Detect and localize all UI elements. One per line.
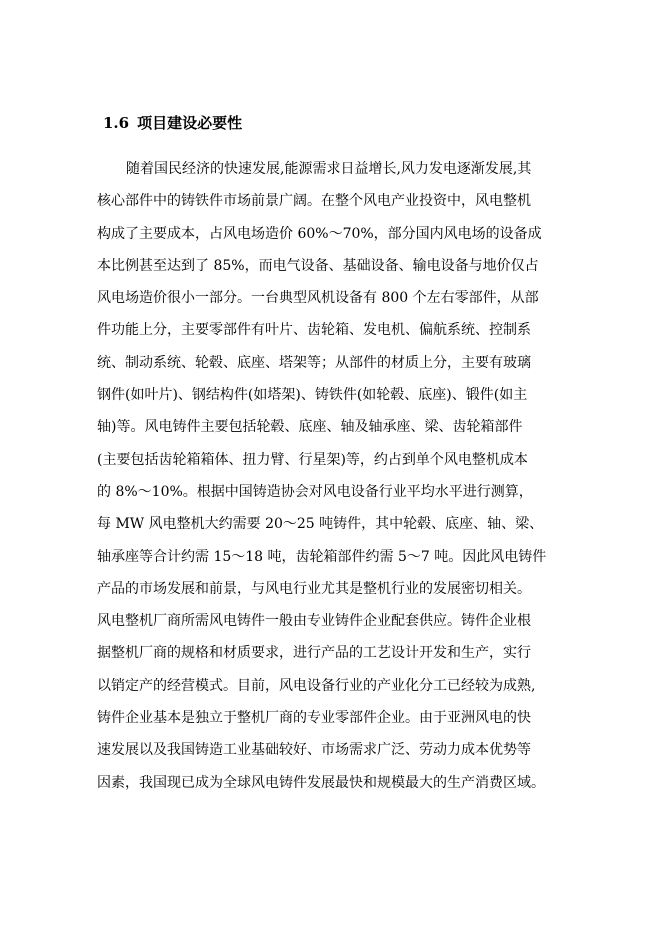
paragraph-line: 据整机厂商的规格和材质要求，进行产品的工艺设计开发和生产，实行 bbox=[97, 645, 531, 662]
paragraph-line: 的 8%～10%。根据中国铸造协会对风电设备行业平均水平进行测算， bbox=[97, 483, 533, 500]
paragraph-line: 随着国民经济的快速发展,能源需求日益增长,风力发电逐渐发展,其 bbox=[126, 161, 532, 177]
paragraph-line: 构成了主要成本，占风电场造价 60%～70%，部分国内风电场的设备成 bbox=[97, 225, 542, 242]
paragraph-line: 件功能上分，主要零部件有叶片、齿轮箱、发电机、偏航系统、控制系 bbox=[97, 322, 531, 339]
paragraph-line: 风电场造价很小一部分。一台典型风机设备有 800 个左右零部件，从部 bbox=[97, 290, 539, 307]
paragraph-line: 统、制动系统、轮毂、底座、塔架等；从部件的材质上分，主要有玻璃 bbox=[97, 354, 531, 371]
section-heading bbox=[103, 111, 242, 135]
paragraph-line: 本比例甚至达到了 85%，而电气设备、基础设备、输电设备与地价仅占 bbox=[97, 257, 539, 274]
paragraph-line: 风电整机厂商所需风电铸件一般由专业铸件企业配套供应。铸件企业根 bbox=[97, 613, 531, 630]
paragraph-line: 因素，我国现已成为全球风电铸件发展最快和规模最大的生产消费区域。 bbox=[97, 774, 545, 791]
section-title: 项目建设必要性 bbox=[137, 114, 243, 132]
paragraph-line: 速发展以及我国铸造工业基础较好、市场需求广泛、劳动力成本优势等 bbox=[97, 742, 531, 759]
paragraph-line: 铸件企业基本是独立于整机厂商的专业零部件企业。由于亚洲风电的快 bbox=[97, 710, 531, 727]
paragraph-line: 核心部件中的铸铁件市场前景广阔。在整个风电产业投资中，风电整机 bbox=[97, 193, 531, 210]
paragraph-line: 轴)等。风电铸件主要包括轮毂、底座、轴及轴承座、梁、齿轮箱部件 bbox=[97, 419, 523, 436]
paragraph-line: 每 MW 风电整机大约需要 20～25 吨铸件，其中轮毂、底座、轴、梁、 bbox=[97, 516, 544, 533]
paragraph-line: 产品的市场发展和前景，与风电行业尤其是整机行业的发展密切相关。 bbox=[97, 580, 531, 597]
paragraph-line: 钢件(如叶片)、钢结构件(如塔架)、铸铁件(如轮毂、底座)、锻件(如主 bbox=[97, 387, 528, 404]
paragraph-line: (主要包括齿轮箱箱体、扭力臂、行星架)等，约占到单个风电整机成本 bbox=[97, 451, 528, 468]
paragraph-line: 以销定产的经营模式。目前，风电设备行业的产业化分工已经较为成熟, bbox=[97, 677, 536, 694]
body-paragraph bbox=[97, 153, 581, 799]
section-number: 1.6 bbox=[103, 114, 130, 132]
paragraph-line: 轴承座等合计约需 15～18 吨，齿轮箱部件约需 5～7 吨。因此风电铸件 bbox=[97, 548, 547, 565]
